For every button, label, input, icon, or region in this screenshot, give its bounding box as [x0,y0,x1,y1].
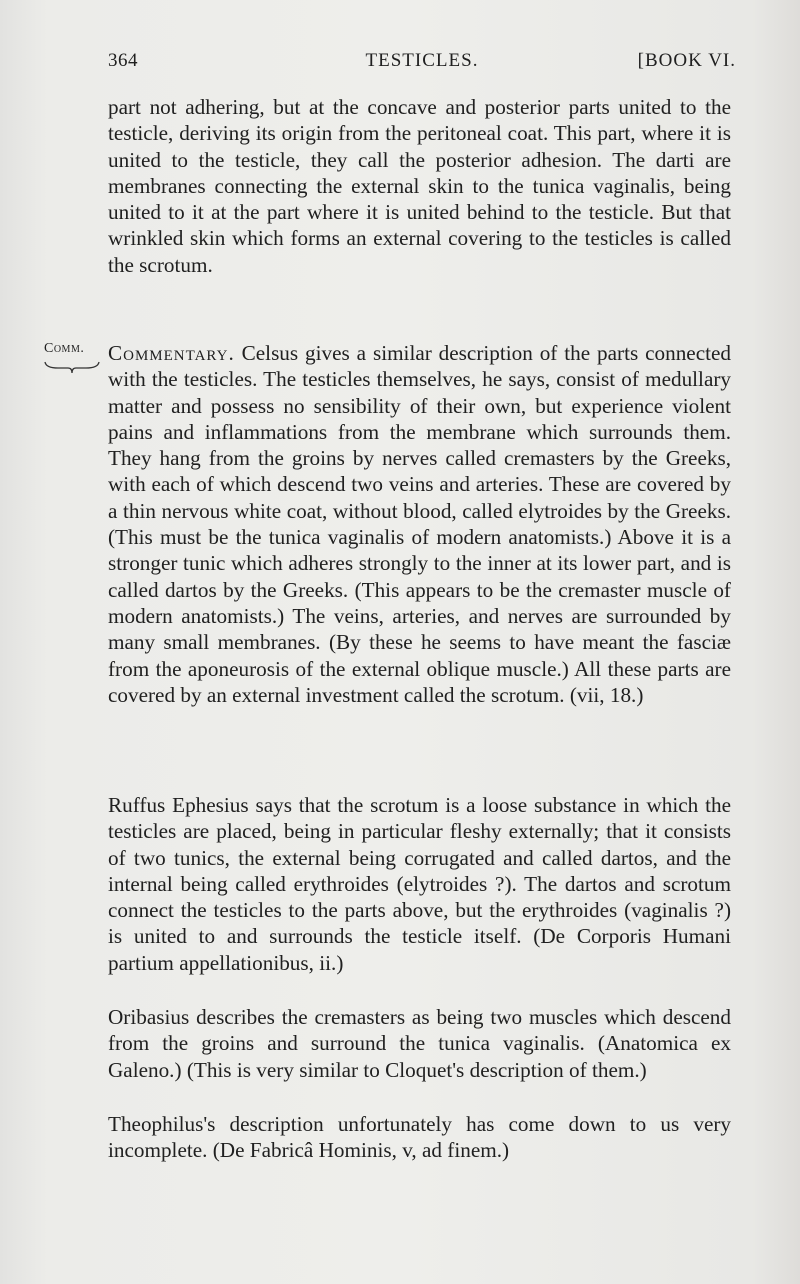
page-number: 364 [108,50,138,71]
paragraph-text: Ruffus Ephesius says that the scrotum is a loose substance in which the testicles are placed, being in particular fleshy externally; that it consists of two tunics, the external being corrugated and called dartos, and the internal being called erythroides (elytroides ?). The dartos and scrotum connect the testicles to the parts above, but the erythroides (vaginalis ?) is united to and surrounds the testicle itself. (De Corporis Humani partium appellationibus, ii.) [108,793,731,975]
paragraph-theophilus [108,1111,731,1164]
paragraph-continuation [108,94,731,278]
paragraph-text: Theophilus's description unfortunately has come down to us very incomplete. (De Fabricâ Hominis, v, ad finem.) [108,1112,731,1163]
paragraph-text [108,340,731,708]
commentary-paragraph [108,340,731,708]
paragraph-text: Oribasius describes the cremasters as being two muscles which descend from the groins and surround the tunica vaginalis. (Anatomica ex Galeno.) (This is very similar to Cloquet's description of them.) [108,1005,731,1082]
commentary-body: Celsus gives a similar description of the parts connected with the testicles. The testicles themselves, he says, consist of medullary matter and possess no sensibility of their own, but experience violent pains and inflammations from the membrane which surrounds them. They hang from the groins by nerves called cremasters by the Greeks, with each of which descend two veins and arteries. These are covered by a thin nervous white coat, without blood, called elytroides by the Greeks. (This must be the tunica vaginalis of modern anatomists.) Above it is a stronger tunic which adheres strongly to the inner at its lower part, and is called dartos by the Greeks. (This appears to be the cremaster muscle of modern anatomists.) The veins, arteries, and nerves are surrounded by many small membranes. (By these he seems to have meant the fasciæ from the aponeurosis of the external oblique muscle.) All these parts are covered by an external investment called the scrotum. (vii, 18.) [108,341,731,707]
margin-brace-icon [44,360,100,374]
paragraph-text: part not adhering, but at the concave and posterior parts united to the testicle, deriving its origin from the peritoneal coat. This part, where it is united to the testicle, they call the posterior adhesion. The darti are membranes connecting the external skin to the tunica vaginalis, being united to it at the part where it is united behind to the testicle. But that wrinkled skin which forms an external covering to the testicles is called the scrotum. [108,95,731,277]
book-reference: [BOOK VI. [637,50,736,71]
margin-note-comm: Comm. [44,341,85,356]
page-header [108,50,736,78]
paragraph-ruffus [108,792,731,976]
paragraph-oribasius [108,1004,731,1083]
running-title: TESTICLES. [365,50,479,71]
commentary-lead: Commentary. [108,341,235,365]
